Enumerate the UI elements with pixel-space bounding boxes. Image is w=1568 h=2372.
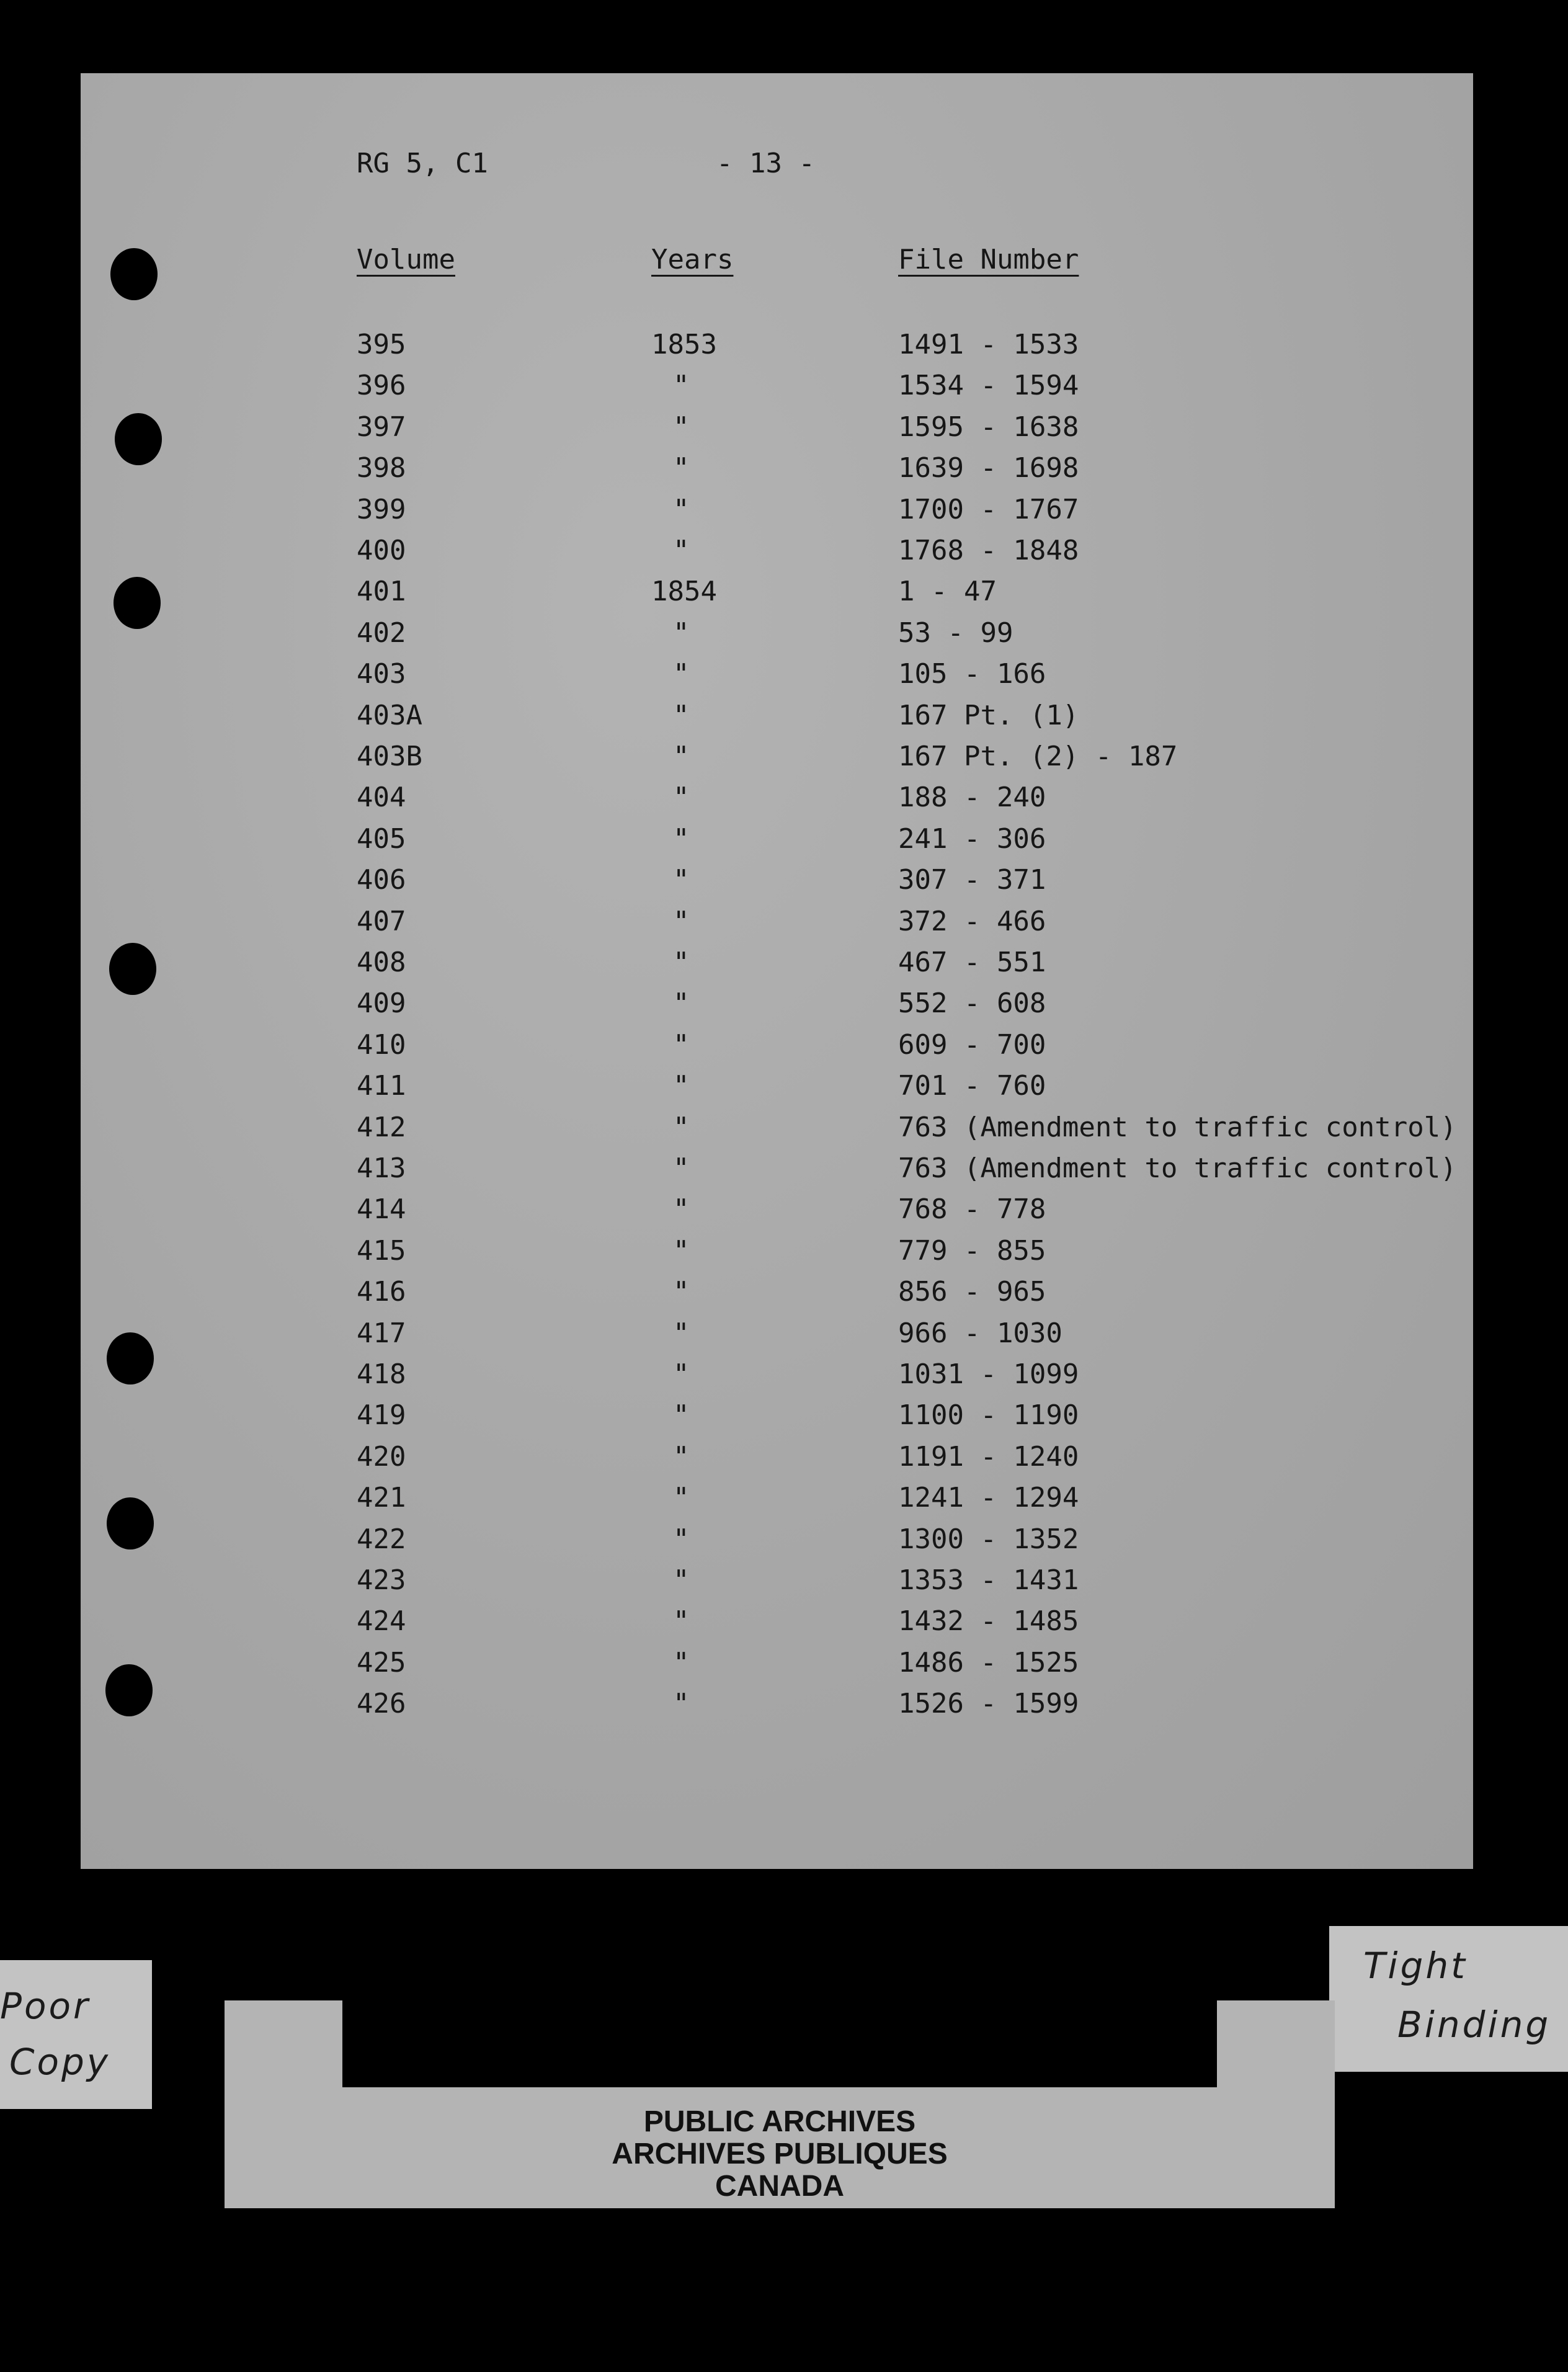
- file-number-cell: 1353 - 1431: [898, 1564, 1079, 1596]
- file-number-cell: 768 - 778: [898, 1193, 1046, 1226]
- record-group-reference: RG 5, C1: [357, 148, 488, 179]
- page-number: - 13 -: [716, 148, 815, 179]
- table-row: [81, 1478, 1473, 1518]
- file-number-cell: 1031 - 1099: [898, 1358, 1079, 1390]
- years-cell: ": [673, 535, 690, 566]
- table-row: [81, 1272, 1473, 1313]
- volume-cell: 426: [357, 1688, 406, 1720]
- volume-cell: 403A: [357, 699, 422, 731]
- file-number-cell: 1639 - 1698: [898, 452, 1079, 484]
- stamp-cutout: [342, 2000, 1217, 2087]
- years-cell: ": [673, 1440, 690, 1473]
- file-number-cell: 966 - 1030: [898, 1317, 1062, 1349]
- file-number-cell: 105 - 166: [898, 658, 1046, 690]
- file-number-cell: 188 - 240: [898, 782, 1046, 814]
- years-cell: ": [673, 1234, 690, 1267]
- volume-cell: 417: [357, 1317, 406, 1349]
- volume-cell: 397: [357, 411, 406, 443]
- years-cell: ": [673, 988, 690, 1020]
- years-cell: 1854: [651, 576, 717, 608]
- years-cell: ": [673, 1317, 690, 1349]
- volume-cell: 403B: [357, 741, 422, 772]
- table-row: [81, 777, 1473, 818]
- volume-cell: 405: [357, 823, 406, 855]
- stamp-line: CANADA: [715, 2170, 844, 2203]
- file-number-cell: 1700 - 1767: [898, 493, 1079, 525]
- table-row: [81, 324, 1473, 365]
- table-row: [81, 736, 1473, 777]
- volume-cell: 408: [357, 947, 406, 978]
- file-number-cell: 372 - 466: [898, 905, 1046, 937]
- table-row: [81, 983, 1473, 1024]
- table-row: [81, 901, 1473, 942]
- table-row: [81, 1313, 1473, 1354]
- table-row: [81, 1683, 1473, 1724]
- file-number-cell: 167 Pt. (1): [898, 699, 1079, 731]
- punch-hole: [110, 248, 158, 300]
- table-row: [81, 530, 1473, 571]
- table-row: [81, 571, 1473, 612]
- stamp-text: [225, 2106, 1335, 2203]
- table-row: [81, 860, 1473, 901]
- stamp-line: ARCHIVES PUBLIQUES: [612, 2138, 948, 2170]
- file-number-cell: 1300 - 1352: [898, 1523, 1079, 1555]
- file-number-cell: 1491 - 1533: [898, 329, 1079, 360]
- table-row: [81, 365, 1473, 406]
- years-cell: ": [673, 1646, 690, 1679]
- document-page: [81, 73, 1473, 1869]
- volume-cell: 404: [357, 782, 406, 814]
- volume-cell: 416: [357, 1276, 406, 1308]
- file-number-cell: 241 - 306: [898, 823, 1046, 855]
- table-row: [81, 489, 1473, 530]
- table-row: [81, 1025, 1473, 1066]
- years-cell: ": [673, 1482, 690, 1514]
- years-cell: ": [673, 699, 690, 731]
- note-line: Tight: [1363, 1945, 1468, 1987]
- table-row: [81, 1354, 1473, 1395]
- volume-cell: 415: [357, 1234, 406, 1267]
- volume-cell: 414: [357, 1193, 406, 1226]
- volume-cell: 411: [357, 1070, 406, 1102]
- years-cell: ": [673, 782, 690, 814]
- volume-cell: 402: [357, 617, 406, 649]
- years-cell: ": [673, 905, 690, 937]
- file-number-cell: 1768 - 1848: [898, 535, 1079, 566]
- file-number-cell: 467 - 551: [898, 947, 1046, 978]
- file-number-cell: 609 - 700: [898, 1028, 1046, 1061]
- years-cell: ": [673, 370, 690, 402]
- volume-cell: 400: [357, 535, 406, 566]
- table-row: [81, 1148, 1473, 1189]
- table-row: [81, 695, 1473, 736]
- years-cell: ": [673, 1111, 690, 1143]
- years-cell: ": [673, 1153, 690, 1184]
- file-number-cell: 1526 - 1599: [898, 1688, 1079, 1720]
- years-cell: ": [673, 411, 690, 443]
- volume-cell: 412: [357, 1111, 406, 1143]
- table-row: [81, 654, 1473, 695]
- volume-cell: 399: [357, 493, 406, 525]
- table-row: [81, 1437, 1473, 1478]
- stamp-line: PUBLIC ARCHIVES: [643, 2105, 916, 2138]
- years-cell: ": [673, 1028, 690, 1061]
- years-cell: ": [673, 658, 690, 690]
- file-number-cell: 1534 - 1594: [898, 370, 1079, 402]
- volume-cell: 409: [357, 988, 406, 1020]
- volume-cell: 418: [357, 1358, 406, 1390]
- table-row: [81, 613, 1473, 654]
- volume-cell: 420: [357, 1440, 406, 1473]
- years-cell: ": [673, 741, 690, 772]
- table-row: [81, 448, 1473, 489]
- years-cell: ": [673, 1193, 690, 1226]
- years-cell: ": [673, 1070, 690, 1102]
- volume-cell: 401: [357, 576, 406, 608]
- file-number-cell: 552 - 608: [898, 988, 1046, 1020]
- years-cell: ": [673, 493, 690, 525]
- volume-cell: 407: [357, 905, 406, 937]
- file-number-cell: 1595 - 1638: [898, 411, 1079, 443]
- years-cell: ": [673, 1688, 690, 1720]
- file-number-cell: 1191 - 1240: [898, 1440, 1079, 1473]
- file-number-cell: 167 Pt. (2) - 187: [898, 741, 1178, 772]
- volume-cell: 423: [357, 1564, 406, 1596]
- volume-cell: 421: [357, 1482, 406, 1514]
- volume-cell: 398: [357, 452, 406, 484]
- volume-cell: 422: [357, 1523, 406, 1555]
- file-number-cell: 1486 - 1525: [898, 1646, 1079, 1679]
- years-cell: ": [673, 864, 690, 896]
- years-cell: ": [673, 452, 690, 484]
- table-row: [81, 407, 1473, 448]
- archives-stamp: [225, 2000, 1335, 2208]
- handwritten-note-poor-copy: [0, 1960, 152, 2109]
- file-number-cell: 701 - 760: [898, 1070, 1046, 1102]
- column-header-volume: Volume: [357, 244, 455, 275]
- column-header-years: Years: [651, 244, 734, 275]
- table-row: [81, 1189, 1473, 1230]
- years-cell: 1853: [651, 329, 717, 360]
- volume-cell: 413: [357, 1153, 406, 1184]
- column-header-file-number: File Number: [898, 244, 1079, 275]
- table-row: [81, 1519, 1473, 1560]
- table-row: [81, 1601, 1473, 1642]
- file-number-cell: 763 (Amendment to traffic control): [898, 1153, 1457, 1184]
- file-number-cell: 856 - 965: [898, 1276, 1046, 1308]
- table-row: [81, 942, 1473, 983]
- file-number-cell: 763 (Amendment to traffic control): [898, 1111, 1457, 1143]
- table-row: [81, 1066, 1473, 1107]
- table-row: [81, 1560, 1473, 1601]
- table-row: [81, 819, 1473, 860]
- volume-cell: 424: [357, 1605, 406, 1638]
- table-row: [81, 1231, 1473, 1272]
- volume-cell: 410: [357, 1028, 406, 1061]
- years-cell: ": [673, 1276, 690, 1308]
- years-cell: ": [673, 823, 690, 855]
- file-number-cell: 1100 - 1190: [898, 1399, 1079, 1432]
- handwritten-note-tight-binding: [1329, 1926, 1568, 2072]
- file-number-cell: 779 - 855: [898, 1234, 1046, 1267]
- note-line: Copy: [9, 2041, 111, 2083]
- file-number-cell: 1 - 47: [898, 576, 997, 608]
- table-row: [81, 1395, 1473, 1436]
- years-cell: ": [673, 1358, 690, 1390]
- note-line: Poor: [0, 1985, 91, 2027]
- volume-cell: 406: [357, 864, 406, 896]
- table-row: [81, 1107, 1473, 1148]
- years-cell: ": [673, 1399, 690, 1432]
- note-line: Binding: [1397, 2004, 1551, 2046]
- volume-cell: 425: [357, 1646, 406, 1679]
- years-cell: ": [673, 1605, 690, 1638]
- volume-cell: 395: [357, 329, 406, 360]
- table-row: [81, 1643, 1473, 1683]
- years-cell: ": [673, 947, 690, 978]
- file-number-cell: 307 - 371: [898, 864, 1046, 896]
- years-cell: ": [673, 617, 690, 649]
- volume-cell: 403: [357, 658, 406, 690]
- years-cell: ": [673, 1564, 690, 1596]
- years-cell: ": [673, 1523, 690, 1555]
- volume-cell: 419: [357, 1399, 406, 1432]
- file-number-cell: 1432 - 1485: [898, 1605, 1079, 1638]
- file-number-cell: 53 - 99: [898, 617, 1013, 649]
- file-number-cell: 1241 - 1294: [898, 1482, 1079, 1514]
- volume-cell: 396: [357, 370, 406, 402]
